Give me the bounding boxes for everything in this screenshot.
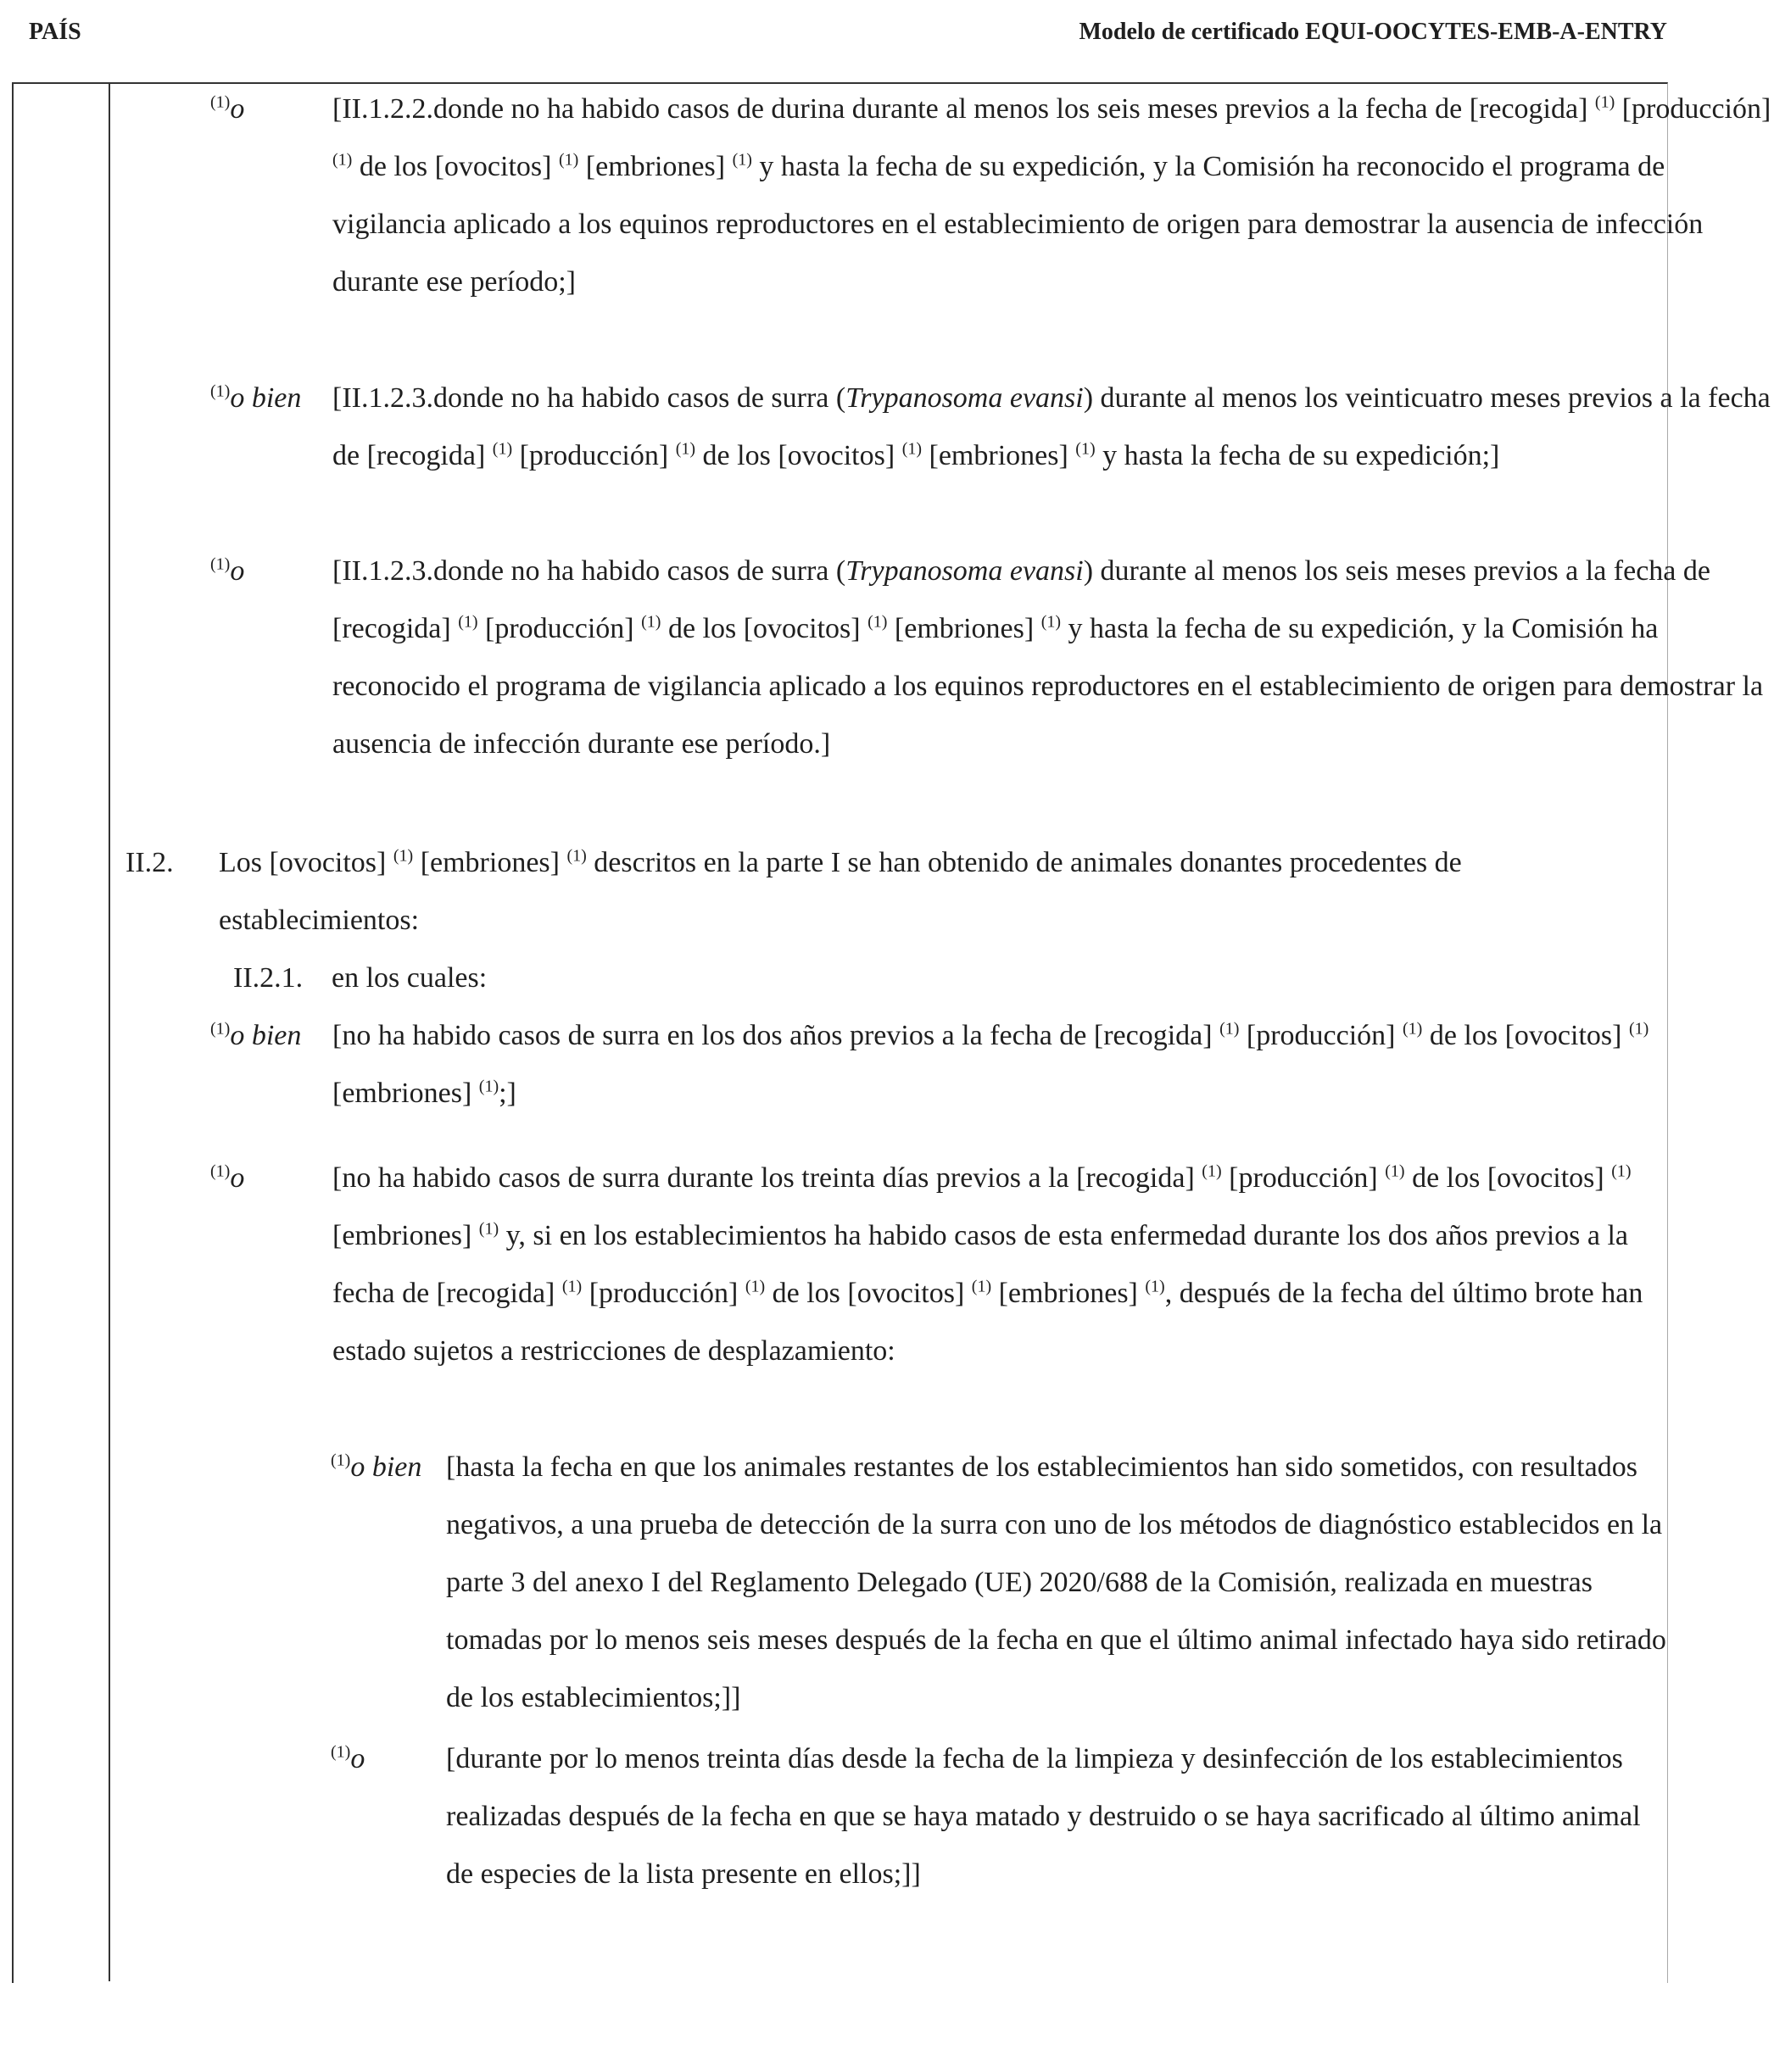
option-text: [no ha habido casos de surra durante los treinta días previos a la [recogida] $^{(1)}$ [producción] $^{(1)}$ de los [ovocitos] $^{(1)}$ [embriones] $^{(1)}$ y, si en los establecimientos ha habido casos de esta enfermedad durante los dos años previos a la fecha de [recogida] $^{(1)}$ [producción] $^{(1)}$ de los [ovocitos] $^{(1)}$ [embriones] $^{(1)}$, después de la fecha del último brote han estado sujetos a restricciones de desplazamiento: — [332, 1161, 1643, 1367]
clause-text: [II.1.2.3.donde no ha habido casos de surra (Trypanosoma evansi) durante al menos los veinticuatro meses previos a la fecha de [recogida] $^{(1)}$ [producción] $^{(1)}$ de los [ovocitos] $^{(1)}$ [embriones] $^{(1)}$ y hasta la fecha de su expedición;] — [332, 382, 1771, 471]
subsection-number: II.2.1. — [233, 962, 304, 994]
clause-text: [II.1.2.3.donde no ha habido casos de surra (Trypanosoma evansi) durante al menos los seis meses previos a la fecha de [recogida] $^{(1)}$ [producción] $^{(1)}$ de los [ovocitos] $^{(1)}$ [embriones] $^{(1)}$ y hasta la fecha de su expedición, y la Comisión ha reconocido el programa de vigilancia aplicado a los equinos reproductores en el establecimiento de origen para demostrar la ausencia de infección durante ese período.] — [332, 555, 1764, 760]
section-text: Los [ovocitos] $^{(1)}$ [embriones] $^{(1)}$ descritos en la parte I se han obtenido de animales donantes procedentes de establecimientos: — [219, 846, 1462, 936]
clause-marker: $^{(1)}$o — [210, 554, 245, 587]
subsection-text: en los cuales: — [332, 962, 488, 994]
sub-option-text: [durante por lo menos treinta días desde la fecha de la limpieza y desinfección de los establecimientos realizadas después de la fecha en que se haya matado y destruido o se haya sacrificado al último animal de especies de la lista presente en ellos;]] — [446, 1743, 1641, 1890]
clause-marker: $^{(1)}$o bien — [210, 382, 302, 414]
section-number: II.2. — [126, 847, 174, 878]
clause-text: [II.1.2.2.donde no ha habido casos de durina durante al menos los seis meses previos a la fecha de [recogida] $^{(1)}$ [producción] $^{(1)}$ de los [ovocitos] $^{(1)}$ [embriones] $^{(1)}$ y hasta la fecha de su expedición, y la Comisión ha reconocido el programa de vigilancia aplicado a los equinos reproductores en el establecimiento de origen para demostrar la ausencia de infección durante ese período;] — [332, 92, 1771, 298]
option-marker: $^{(1)}$o bien — [210, 1019, 302, 1051]
header-country: PAÍS — [29, 19, 81, 45]
column-divider — [109, 82, 110, 1981]
clause-marker: $^{(1)}$o — [210, 92, 245, 125]
option-text: [no ha habido casos de surra en los dos años previos a la fecha de [recogida] $^{(1)}$ [producción] $^{(1)}$ de los [ovocitos] $^{(1)}$ [embriones] $^{(1)}$;] — [332, 1019, 1649, 1109]
sub-option-marker: $^{(1)}$o — [331, 1742, 365, 1774]
sub-option-text: [hasta la fecha en que los animales restantes de los establecimientos han sido sometidos, con resultados negativos, a una prueba de detección de la surra con uno de los métodos de diagnóstico establecidos en la parte 3 del anexo I del Reglamento Delegado (UE) 2020/688 de la Comisión, realizada en muestras tomadas por lo menos seis meses después de la fecha en que el último animal infectado haya sido retirado de los establecimientos;]] — [446, 1451, 1666, 1713]
option-marker: $^{(1)}$o — [210, 1161, 245, 1194]
header-certificate-model: Modelo de certificado EQUI-OOCYTES-EMB-A-ENTRY — [1079, 19, 1667, 45]
sub-option-marker: $^{(1)}$o bien — [331, 1451, 422, 1483]
